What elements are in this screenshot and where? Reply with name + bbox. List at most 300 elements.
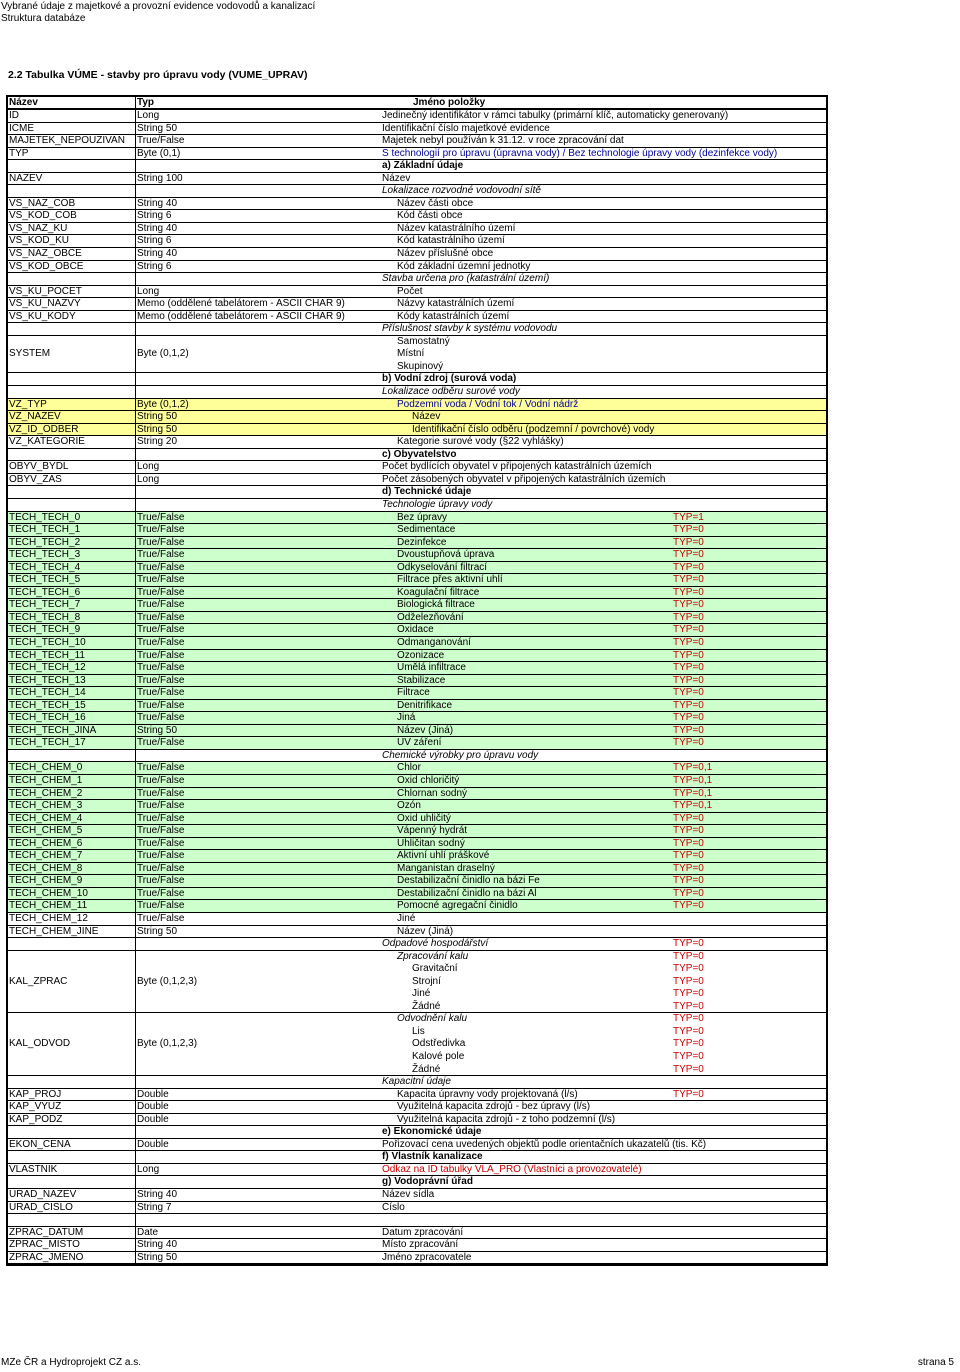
field-name: VS_NAZ_OBCE bbox=[9, 248, 82, 260]
table-row bbox=[8, 599, 826, 612]
field-description: S technologií pro úpravu (úpravna vody) / Bez technologie úpravy vody (dezinfekce vody) bbox=[382, 147, 778, 159]
table-row bbox=[8, 273, 826, 286]
field-type: Byte (0,1,2) bbox=[137, 348, 189, 360]
field-description: Filtrace přes aktivní uhlí bbox=[397, 574, 503, 586]
table-row bbox=[8, 662, 826, 675]
field-name: VZ_TYP bbox=[9, 398, 47, 410]
type-condition: TYP=0 bbox=[673, 938, 704, 950]
field-type: True/False bbox=[137, 611, 185, 623]
table-row bbox=[8, 1126, 826, 1139]
section-title: 2.2 Tabulka VÚME - stavby pro úpravu vody (VUME_UPRAV) bbox=[8, 69, 308, 81]
field-name: VZ_ID_ODBER bbox=[9, 423, 79, 435]
field-type: String 20 bbox=[137, 436, 178, 448]
field-type: True/False bbox=[137, 837, 185, 849]
field-type: Byte (0,1,2,3) bbox=[137, 1038, 198, 1050]
type-condition: TYP=0 bbox=[673, 1051, 704, 1063]
field-type: True/False bbox=[137, 712, 185, 724]
type-condition: TYP=0 bbox=[673, 611, 704, 623]
table-row bbox=[8, 1051, 826, 1064]
field-type: True/False bbox=[137, 561, 185, 573]
field-name: VS_KU_KODY bbox=[9, 310, 76, 322]
table-row bbox=[8, 775, 826, 788]
table-row bbox=[8, 348, 826, 361]
table-row bbox=[8, 323, 826, 336]
table-row bbox=[8, 198, 826, 211]
field-description: Název (Jiná) bbox=[397, 925, 454, 937]
field-description: Pořizovací cena uvedených objektů podle orientačních ukazatelů (tis. Kč) bbox=[382, 1138, 707, 1150]
table-row bbox=[8, 1164, 826, 1177]
field-name: OBYV_BYDL bbox=[9, 461, 69, 473]
table-row bbox=[8, 461, 826, 474]
type-condition: TYP=0 bbox=[673, 875, 704, 887]
field-name: TECH_CHEM_7 bbox=[9, 850, 83, 862]
type-condition: TYP=0 bbox=[673, 963, 704, 975]
field-name: TECH_TECH_11 bbox=[9, 649, 85, 661]
table-row bbox=[8, 399, 826, 412]
field-description: Stavba určena pro (katastrální území) bbox=[382, 273, 550, 285]
field-name: TYP bbox=[9, 147, 29, 159]
table-row bbox=[8, 1026, 826, 1039]
field-name: TECH_TECH_1 bbox=[9, 524, 81, 536]
field-description: Identifikační číslo odběru (podzemní / povrchové) vody bbox=[412, 423, 655, 435]
field-description: Gravitační bbox=[412, 963, 458, 975]
field-description: Žádné bbox=[412, 1063, 441, 1075]
type-condition: TYP=0 bbox=[673, 662, 704, 674]
table-row bbox=[8, 1252, 826, 1265]
field-type: True/False bbox=[137, 850, 185, 862]
table-row bbox=[8, 988, 826, 1001]
table-row bbox=[8, 537, 826, 550]
field-type: Byte (0,1,2) bbox=[137, 398, 189, 410]
field-name: VLASTNIK bbox=[9, 1163, 58, 1175]
field-type: True/False bbox=[137, 135, 185, 147]
field-description: Lokalizace rozvodné vodovodní sítě bbox=[382, 185, 541, 197]
field-description: Kapacitní údaje bbox=[382, 1076, 451, 1088]
field-type: True/False bbox=[137, 699, 185, 711]
table-row bbox=[8, 562, 826, 575]
field-description: Majetek nebyl používán k 31.12. v roce zpracování dat bbox=[382, 135, 624, 147]
table-row bbox=[8, 762, 826, 775]
field-description: Počet bydlících obyvatel v připojených katastrálních územích bbox=[382, 461, 652, 473]
field-name: TECH_CHEM_5 bbox=[9, 825, 83, 837]
field-name: TECH_CHEM_JINE bbox=[9, 925, 99, 937]
field-description: Odstředivka bbox=[412, 1038, 466, 1050]
field-description: Žádné bbox=[412, 1000, 441, 1012]
field-description: Odkyselování filtrací bbox=[397, 561, 488, 573]
table-header-row bbox=[8, 97, 826, 110]
table-row bbox=[8, 1064, 826, 1077]
field-description: Skupinový bbox=[397, 360, 444, 372]
field-description: Kalové pole bbox=[412, 1051, 465, 1063]
field-type: Double bbox=[137, 1138, 169, 1150]
field-type: True/False bbox=[137, 800, 185, 812]
field-type: String 40 bbox=[137, 1189, 178, 1201]
table-row bbox=[8, 926, 826, 939]
field-type: True/False bbox=[137, 875, 185, 887]
field-description: Zpracování kalu bbox=[397, 950, 469, 962]
field-description: Jméno zpracovatele bbox=[382, 1251, 472, 1263]
field-description: Odvodnění kalu bbox=[397, 1013, 468, 1025]
field-description: Sedimentace bbox=[397, 524, 456, 536]
field-name: TECH_TECH_5 bbox=[9, 574, 81, 586]
table-body bbox=[8, 110, 826, 1264]
table-row bbox=[8, 185, 826, 198]
type-condition: TYP=0 bbox=[673, 1063, 704, 1075]
table-row bbox=[8, 261, 826, 274]
type-condition: TYP=0 bbox=[673, 900, 704, 912]
field-name: ZPRAC_MISTO bbox=[9, 1239, 80, 1251]
field-name: TECH_TECH_0 bbox=[9, 511, 81, 523]
field-name: TECH_TECH_3 bbox=[9, 549, 81, 561]
field-name: TECH_TECH_6 bbox=[9, 586, 81, 598]
field-name: TECH_TECH_14 bbox=[9, 687, 86, 699]
table-row bbox=[8, 336, 826, 349]
field-type: True/False bbox=[137, 812, 185, 824]
table-row bbox=[8, 173, 826, 186]
table-row bbox=[8, 712, 826, 725]
field-name: VS_KU_POCET bbox=[9, 285, 82, 297]
field-description: Oxidace bbox=[397, 624, 434, 636]
field-name: URAD_NAZEV bbox=[9, 1189, 77, 1201]
field-name: VS_NAZ_KU bbox=[9, 222, 68, 234]
table-row bbox=[8, 110, 826, 123]
field-type: True/False bbox=[137, 774, 185, 786]
table-row bbox=[8, 813, 826, 826]
field-name: TECH_CHEM_8 bbox=[9, 862, 83, 874]
field-type: Byte (0,1,2,3) bbox=[137, 975, 198, 987]
field-name: TECH_CHEM_2 bbox=[9, 787, 83, 799]
type-condition: TYP=0,1 bbox=[673, 762, 713, 774]
field-type: True/False bbox=[137, 574, 185, 586]
field-type: Double bbox=[137, 1113, 169, 1125]
table-row bbox=[8, 361, 826, 374]
field-description: Manganistan draselný bbox=[397, 862, 495, 874]
field-description: d) Technické údaje bbox=[382, 486, 472, 498]
field-name: TECH_CHEM_9 bbox=[9, 875, 83, 887]
field-description: g) Vodoprávní úřad bbox=[382, 1176, 473, 1188]
table-row bbox=[8, 1076, 826, 1089]
table-row bbox=[8, 963, 826, 976]
type-condition: TYP=0 bbox=[673, 699, 704, 711]
field-description: Název bbox=[412, 411, 441, 423]
field-type: Long bbox=[137, 110, 160, 121]
table-row bbox=[8, 449, 826, 462]
field-description: Jiné bbox=[412, 988, 431, 1000]
field-type: String 50 bbox=[137, 423, 178, 435]
table-row bbox=[8, 1013, 826, 1026]
table-row bbox=[8, 737, 826, 750]
field-name: VS_NAZ_COB bbox=[9, 197, 76, 209]
table-row bbox=[8, 637, 826, 650]
field-name: KAP_PODZ bbox=[9, 1113, 63, 1125]
field-name: SYSTEM bbox=[9, 348, 51, 360]
table-row bbox=[8, 424, 826, 437]
field-description: Využitelná kapacita zdrojů - bez úpravy (l/s) bbox=[397, 1101, 591, 1113]
field-type: String 40 bbox=[137, 197, 178, 209]
type-condition: TYP=0 bbox=[673, 887, 704, 899]
field-name: KAP_VYUZ bbox=[9, 1101, 62, 1113]
field-type: Double bbox=[137, 1101, 169, 1113]
field-name: TECH_TECH_8 bbox=[9, 611, 81, 623]
field-description: Počet bbox=[397, 285, 423, 297]
field-description: Dvoustupňová úprava bbox=[397, 549, 495, 561]
field-name: URAD_CISLO bbox=[9, 1201, 73, 1213]
table-row bbox=[8, 373, 826, 386]
type-condition: TYP=0 bbox=[673, 825, 704, 837]
field-name: ZPRAC_JMENO bbox=[9, 1251, 84, 1263]
type-condition: TYP=0 bbox=[673, 524, 704, 536]
field-name: TECH_CHEM_4 bbox=[9, 812, 83, 824]
table-row bbox=[8, 788, 826, 801]
field-type: True/False bbox=[137, 586, 185, 598]
field-name: MAJETEK_NEPOUZIVAN bbox=[9, 135, 125, 147]
table-row bbox=[8, 1139, 826, 1152]
field-type: String 7 bbox=[137, 1201, 172, 1213]
field-description: Místo zpracování bbox=[382, 1239, 459, 1251]
field-type: String 100 bbox=[137, 172, 183, 184]
table-row bbox=[8, 624, 826, 637]
field-description: Vápenný hydrát bbox=[397, 825, 468, 837]
field-name: TECH_TECH_13 bbox=[9, 674, 86, 686]
field-name: KAL_ZPRAC bbox=[9, 975, 68, 987]
table-row bbox=[8, 1114, 826, 1127]
field-description: Technologie úpravy vody bbox=[382, 498, 493, 510]
field-description: Denitrifikace bbox=[397, 699, 453, 711]
field-type: True/False bbox=[137, 887, 185, 899]
field-name: NAZEV bbox=[9, 172, 43, 184]
type-condition: TYP=0 bbox=[673, 1025, 704, 1037]
field-description: Kódy katastrálních území bbox=[397, 310, 510, 322]
field-description: Využitelná kapacita zdrojů - z toho podzemní (l/s) bbox=[397, 1113, 616, 1125]
table-row bbox=[8, 486, 826, 499]
field-description: Odželezňování bbox=[397, 611, 464, 623]
field-description: Lokalizace odběru surové vody bbox=[382, 386, 520, 398]
table-row bbox=[8, 1038, 826, 1051]
field-description: Chemické výrobky pro úpravu vody bbox=[382, 749, 539, 761]
field-description: Odmanganování bbox=[397, 636, 471, 648]
field-type: String 50 bbox=[137, 925, 178, 937]
field-description: Název bbox=[382, 172, 411, 184]
table-row bbox=[8, 951, 826, 964]
field-name: TECH_TECH_9 bbox=[9, 624, 81, 636]
field-description: Podzemní voda / Vodní tok / Vodní nádrž bbox=[397, 398, 579, 410]
table-row bbox=[8, 1227, 826, 1240]
table-row bbox=[8, 436, 826, 449]
table-row bbox=[8, 1239, 826, 1252]
table-row bbox=[8, 210, 826, 223]
field-type: String 50 bbox=[137, 122, 178, 134]
field-type: True/False bbox=[137, 687, 185, 699]
type-condition: TYP=0,1 bbox=[673, 774, 713, 786]
field-description: a) Základní údaje bbox=[382, 160, 464, 172]
field-description: Ozón bbox=[397, 800, 421, 812]
type-condition: TYP=0 bbox=[673, 1038, 704, 1050]
table-row bbox=[8, 235, 826, 248]
type-condition: TYP=0 bbox=[673, 950, 704, 962]
table-row bbox=[8, 750, 826, 763]
field-name: KAL_ODVOD bbox=[9, 1038, 71, 1050]
table-row bbox=[8, 549, 826, 562]
field-name: TECH_TECH_12 bbox=[9, 662, 86, 674]
field-name: ZPRAC_DATUM bbox=[9, 1226, 84, 1238]
type-condition: TYP=0 bbox=[673, 1013, 704, 1025]
table-row bbox=[8, 1176, 826, 1189]
field-name: VZ_KATEGORIE bbox=[9, 436, 85, 448]
field-name: ICME bbox=[9, 122, 34, 134]
field-type: True/False bbox=[137, 524, 185, 536]
field-description: Destabilizační činidlo na bázi Fe bbox=[397, 875, 540, 887]
field-type: True/False bbox=[137, 649, 185, 661]
field-type: True/False bbox=[137, 636, 185, 648]
header-line-2: Struktura databáze bbox=[1, 13, 86, 24]
field-type: True/False bbox=[137, 787, 185, 799]
type-condition: TYP=0 bbox=[673, 649, 704, 661]
table-row bbox=[8, 825, 826, 838]
field-description: Filtrace bbox=[397, 687, 430, 699]
field-description: Název katastrálního území bbox=[397, 222, 516, 234]
field-description: Kód katastrálního území bbox=[397, 235, 505, 247]
footer-left: MZe ČR a Hydroprojekt CZ a.s. bbox=[1, 1357, 142, 1368]
field-type: True/False bbox=[137, 913, 185, 924]
type-condition: TYP=0 bbox=[673, 586, 704, 598]
field-name: VS_KOD_OBCE bbox=[9, 260, 84, 272]
type-condition: TYP=0 bbox=[673, 1000, 704, 1012]
table-row bbox=[8, 838, 826, 851]
field-description: Identifikační číslo majetkové evidence bbox=[382, 122, 550, 134]
table-row bbox=[8, 123, 826, 136]
table-row bbox=[8, 248, 826, 261]
field-name: TECH_TECH_2 bbox=[9, 536, 81, 548]
field-type: String 40 bbox=[137, 1239, 178, 1251]
table-row bbox=[8, 148, 826, 161]
field-description: Datum zpracování bbox=[382, 1226, 464, 1238]
table-row bbox=[8, 298, 826, 311]
field-name: TECH_CHEM_3 bbox=[9, 800, 83, 812]
field-name: VZ_NAZEV bbox=[9, 411, 61, 423]
field-name: KAP_PROJ bbox=[9, 1088, 62, 1100]
type-condition: TYP=0 bbox=[673, 687, 704, 699]
field-type: Double bbox=[137, 1088, 169, 1100]
field-name: ID bbox=[9, 110, 19, 121]
field-name: TECH_CHEM_11 bbox=[9, 900, 88, 912]
field-description: Název příslušné obce bbox=[397, 248, 494, 260]
field-description: Koagulační filtrace bbox=[397, 586, 480, 598]
type-condition: TYP=0 bbox=[673, 850, 704, 862]
field-name: TECH_CHEM_0 bbox=[9, 762, 83, 774]
table-row bbox=[8, 900, 826, 913]
table-row bbox=[8, 800, 826, 813]
field-type: True/False bbox=[137, 674, 185, 686]
field-type: True/False bbox=[137, 662, 185, 674]
field-description: Počet zásobených obyvatel v připojených katastrálních územích bbox=[382, 473, 666, 485]
field-type: True/False bbox=[137, 536, 185, 548]
type-condition: TYP=0,1 bbox=[673, 787, 713, 799]
table-row bbox=[8, 160, 826, 173]
type-condition: TYP=0 bbox=[673, 737, 704, 749]
field-type: Long bbox=[137, 461, 160, 473]
table-row bbox=[8, 1214, 826, 1227]
field-name: TECH_TECH_10 bbox=[9, 636, 86, 648]
field-name: EKON_CENA bbox=[9, 1138, 71, 1150]
type-condition: TYP=0 bbox=[673, 574, 704, 586]
field-description: Kategorie surové vody (§22 vyhlášky) bbox=[397, 436, 564, 448]
field-name: TECH_TECH_17 bbox=[9, 737, 86, 749]
field-description: Místní bbox=[397, 348, 425, 360]
field-type: True/False bbox=[137, 862, 185, 874]
table-row bbox=[8, 850, 826, 863]
table-row bbox=[8, 650, 826, 663]
structure-table bbox=[6, 95, 828, 1266]
type-condition: TYP=0 bbox=[673, 561, 704, 573]
field-type: True/False bbox=[137, 599, 185, 611]
type-condition: TYP=0,1 bbox=[673, 800, 713, 812]
field-description: Kód základní územní jednotky bbox=[397, 260, 531, 272]
field-type: Memo (oddělené tabelátorem - ASCII CHAR 9) bbox=[137, 310, 345, 322]
field-description: Umělá infiltrace bbox=[397, 662, 466, 674]
field-name: TECH_CHEM_10 bbox=[9, 887, 88, 899]
field-name: TECH_TECH_JINA bbox=[9, 724, 97, 736]
field-description: Odpadové hospodářství bbox=[382, 938, 489, 950]
field-type: True/False bbox=[137, 624, 185, 636]
column-header-type: Typ bbox=[137, 97, 155, 108]
type-condition: TYP=0 bbox=[673, 674, 704, 686]
field-description: Oxid uhličitý bbox=[397, 812, 451, 824]
table-row bbox=[8, 135, 826, 148]
type-condition: TYP=0 bbox=[673, 712, 704, 724]
field-description: Pomocné agregační činidlo bbox=[397, 900, 518, 912]
field-description: Ozonizace bbox=[397, 649, 445, 661]
field-type: Byte (0,1) bbox=[137, 147, 181, 159]
field-type: String 40 bbox=[137, 222, 178, 234]
type-condition: TYP=0 bbox=[673, 624, 704, 636]
field-description: Chlornan sodný bbox=[397, 787, 468, 799]
field-description: Jiná bbox=[397, 712, 416, 724]
type-condition: TYP=0 bbox=[673, 837, 704, 849]
field-description: Názvy katastrálních území bbox=[397, 298, 515, 310]
type-condition: TYP=0 bbox=[673, 549, 704, 561]
field-description: Destabilizační činidlo na bázi Al bbox=[397, 887, 537, 899]
table-row bbox=[8, 1089, 826, 1102]
field-description: Název sídla bbox=[382, 1189, 435, 1201]
field-description: Kapacita úpravny vody projektovaná (l/s) bbox=[397, 1088, 578, 1100]
table-row bbox=[8, 524, 826, 537]
field-name: VS_KOD_KU bbox=[9, 235, 70, 247]
field-type: String 6 bbox=[137, 260, 172, 272]
table-row bbox=[8, 286, 826, 299]
field-name: VS_KU_NAZVY bbox=[9, 298, 81, 310]
field-description: Dezinfekce bbox=[397, 536, 447, 548]
field-name: TECH_TECH_16 bbox=[9, 712, 86, 724]
field-name: TECH_TECH_4 bbox=[9, 561, 81, 573]
field-name: TECH_TECH_15 bbox=[9, 699, 86, 711]
table-row bbox=[8, 499, 826, 512]
table-row bbox=[8, 938, 826, 951]
table-row bbox=[8, 411, 826, 424]
field-type: String 40 bbox=[137, 248, 178, 260]
table-row bbox=[8, 574, 826, 587]
column-header-name: Název bbox=[9, 97, 38, 108]
field-type: String 50 bbox=[137, 411, 178, 423]
header-line-1: Vybrané údaje z majetkové a provozní evidence vodovodů a kanalizací bbox=[1, 1, 316, 12]
field-description: Název (Jiná) bbox=[397, 724, 454, 736]
field-description: Odkaz na ID tabulky VLA_PRO (Vlastníci a provozovatelé) bbox=[382, 1163, 642, 1175]
table-row bbox=[8, 474, 826, 487]
field-description: Oxid chloričitý bbox=[397, 774, 460, 786]
table-row bbox=[8, 1189, 826, 1202]
field-type: String 6 bbox=[137, 210, 172, 222]
field-name: TECH_CHEM_6 bbox=[9, 837, 83, 849]
field-description: Lis bbox=[412, 1025, 425, 1037]
